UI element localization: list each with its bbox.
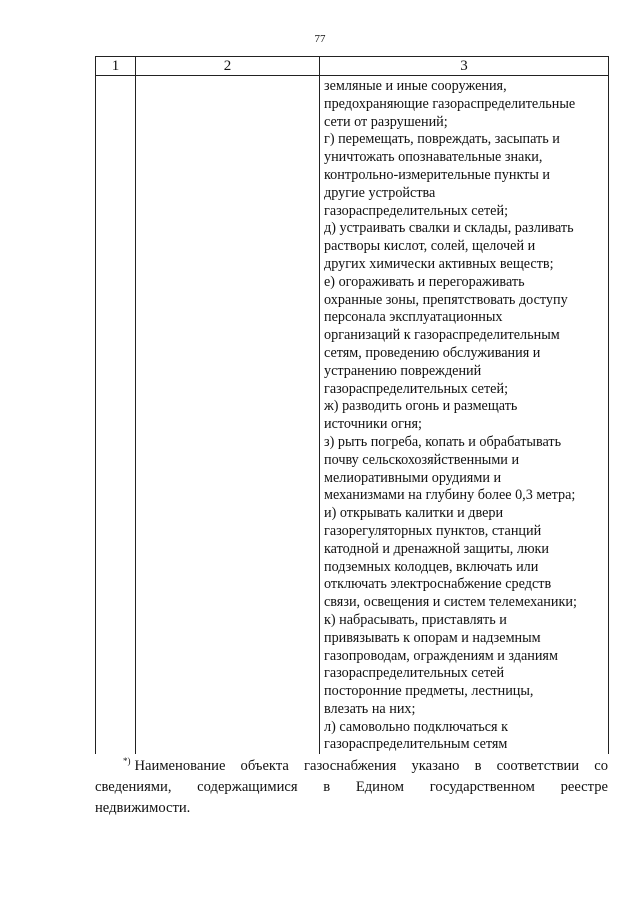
restriction-line: подземных колодцев, включать или [324, 558, 539, 575]
restriction-line: газораспределительных сетей [324, 665, 505, 682]
restriction-line: растворы кислот, солей, щелочей и [324, 238, 536, 255]
restriction-line: связи, освещения и систем телемеханики; [324, 594, 577, 611]
restriction-line: газораспределительных сетей; [324, 380, 509, 397]
restriction-line: контрольно-измерительные пункты и [324, 166, 551, 183]
requirements-table [95, 56, 609, 754]
restriction-line: з) рыть погреба, копать и обрабатывать [324, 433, 562, 450]
table-row [96, 76, 609, 755]
restriction-line: г) перемещать, повреждать, засыпать и [324, 131, 560, 148]
restriction-line: газопроводам, ограждениям и зданиям [324, 647, 558, 664]
restriction-line: посторонние предметы, лестницы, [324, 683, 534, 700]
column-header-3: 3 [320, 57, 609, 76]
restriction-line: предохраняющие газораспределительные [324, 95, 576, 112]
table-cell-col2 [136, 76, 320, 755]
restriction-line: ж) разводить огонь и размещать [324, 398, 518, 415]
restriction-line: влезать на них; [324, 700, 416, 717]
restriction-line: л) самовольно подключаться к [324, 718, 509, 735]
restriction-line: сети от разрушений; [324, 113, 448, 130]
restriction-line: организаций к газораспределительным [324, 327, 560, 344]
footnote-line [95, 756, 608, 777]
restriction-line: охранные зоны, препятствовать доступу [324, 291, 568, 308]
footnote-text: Наименование объекта газоснабжения указано в соответствии со [134, 758, 608, 774]
restriction-line: персонала эксплуатационных [324, 309, 503, 326]
restriction-line: механизмами на глубину более 0,3 метра; [324, 487, 576, 504]
restriction-line: земляные и иные сооружения, [324, 78, 507, 94]
restriction-line: привязывать к опорам и надземным [324, 629, 541, 646]
restriction-line: газорегуляторных пунктов, станций [324, 522, 542, 539]
column-header-2: 2 [136, 57, 320, 76]
table-cell-col1 [96, 76, 136, 755]
restriction-line: катодной и дренажной защиты, люки [324, 540, 550, 557]
restriction-line: уничтожать опознавательные знаки, [324, 149, 543, 166]
restriction-line: почву сельскохозяйственными и [324, 451, 520, 468]
footnote-line: недвижимости. [95, 800, 191, 816]
page-number: 77 [314, 33, 326, 45]
restriction-line: других химически активных веществ; [324, 255, 554, 272]
restriction-line: источники огня; [324, 416, 422, 433]
footnote-line: сведениями, содержащимися в Едином государственном реестре [95, 779, 608, 795]
restriction-line: газораспределительным сетям [324, 736, 508, 753]
footnote [95, 756, 608, 819]
restriction-line: мелиоративными орудиями и [324, 469, 502, 486]
restriction-line: газораспределительных сетей; [324, 202, 509, 219]
restriction-line: отключать электроснабжение средств [324, 576, 552, 593]
table-header-row [96, 57, 609, 76]
restriction-line: к) набрасывать, приставлять и [324, 611, 507, 628]
restriction-line: устранению повреждений [324, 362, 482, 379]
restriction-line: сетям, проведению обслуживания и [324, 344, 541, 361]
restriction-line: и) открывать калитки и двери [324, 505, 504, 522]
table-cell-col3 [320, 76, 609, 755]
restriction-line: другие устройства [324, 184, 436, 201]
restriction-line: е) огораживать и перегораживать [324, 273, 525, 290]
restriction-line: д) устраивать свалки и склады, разливать [324, 220, 574, 237]
column-header-1: 1 [96, 57, 136, 76]
footnote-marker: *) [123, 756, 131, 767]
